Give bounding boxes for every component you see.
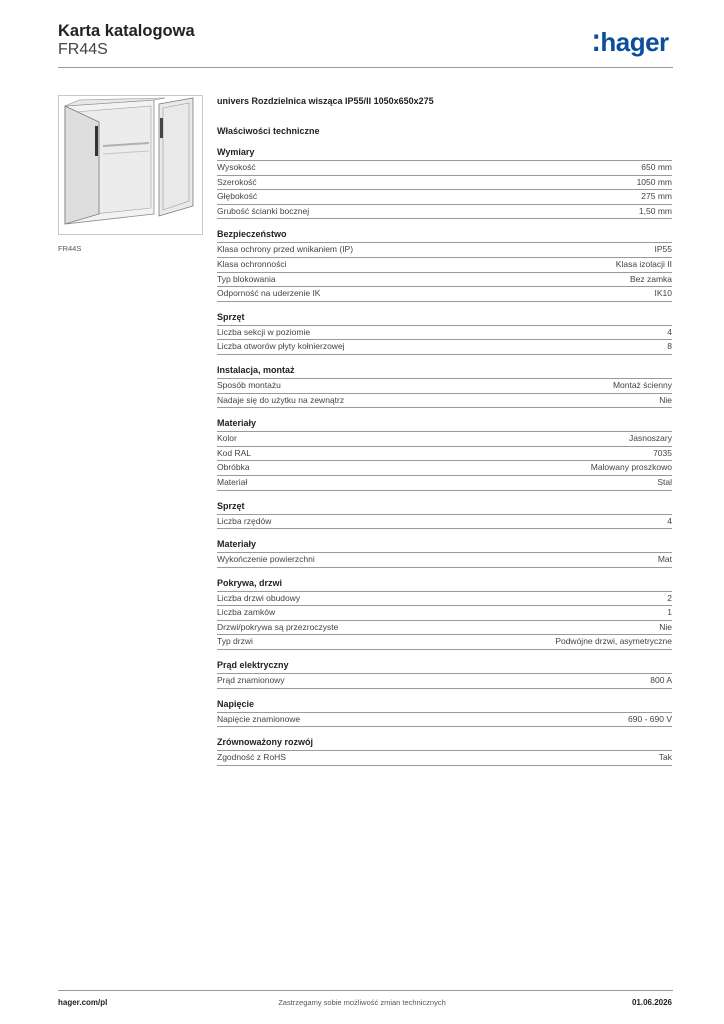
spec-section — [217, 501, 672, 530]
spec-label: Szerokość — [217, 176, 257, 187]
spec-section — [217, 578, 672, 650]
section-title: Instalacja, montaż — [217, 365, 672, 379]
spec-section — [217, 312, 672, 355]
section-title: Sprzęt — [217, 501, 672, 515]
spec-value: 4 — [667, 515, 672, 526]
spec-label: Liczba otworów płyty kołnierzowej — [217, 341, 345, 352]
spec-label: Kolor — [217, 433, 237, 444]
spec-label: Liczba zamków — [217, 607, 276, 618]
spec-label: Sposób montażu — [217, 379, 281, 390]
spec-label: Odporność na uderzenie IK — [217, 288, 321, 299]
footer-date: 01.06.2026 — [631, 998, 672, 1007]
spec-label: Prąd znamionowy — [217, 675, 285, 686]
spec-row — [217, 340, 672, 355]
logo-text: hager — [600, 27, 669, 57]
footer-website-link[interactable]: hager.com/pl — [58, 998, 108, 1007]
spec-row — [217, 674, 672, 689]
document-subtitle: FR44S — [58, 41, 108, 58]
spec-label: Liczba sekcji w poziomie — [217, 326, 311, 337]
spec-value: Tak — [658, 752, 672, 763]
spec-row — [217, 606, 672, 621]
spec-value: 690 - 690 V — [628, 713, 672, 724]
spec-value: Nie — [659, 621, 672, 632]
spec-value: 1,50 mm — [638, 205, 672, 216]
enclosure-illustration — [59, 96, 202, 234]
section-title: Sprzęt — [217, 312, 672, 326]
spec-section — [217, 737, 672, 766]
spec-row — [217, 205, 672, 220]
spec-row — [217, 243, 672, 258]
section-title: Materiały — [217, 418, 672, 432]
footer-disclaimer: Zastrzegamy sobie możliwość zmian technicznych — [278, 998, 446, 1007]
section-title: Wymiary — [217, 147, 672, 161]
footer-divider — [58, 990, 673, 991]
spec-value: 2 — [667, 592, 672, 603]
spec-row — [217, 326, 672, 341]
spec-section — [217, 418, 672, 490]
section-title: Bezpieczeństwo — [217, 229, 672, 243]
spec-value: Stal — [657, 476, 672, 487]
spec-value: 8 — [667, 341, 672, 352]
spec-value: 7035 — [653, 447, 672, 458]
spec-label: Materiał — [217, 476, 248, 487]
spec-label: Kod RAL — [217, 447, 252, 458]
spec-value: Jasnoszary — [629, 433, 672, 444]
spec-row — [217, 432, 672, 447]
section-title: Zrównoważony rozwój — [217, 737, 672, 751]
section-title: Pokrywa, drzwi — [217, 578, 672, 592]
spec-row — [217, 751, 672, 766]
spec-row — [217, 273, 672, 288]
spec-label: Grubość ścianki bocznej — [217, 205, 310, 216]
spec-row — [217, 713, 672, 728]
spec-section — [217, 699, 672, 728]
spec-section — [217, 660, 672, 689]
spec-row — [217, 379, 672, 394]
spec-row — [217, 476, 672, 491]
spec-label: Klasa ochrony przed wnikaniem (IP) — [217, 244, 354, 255]
spec-value: 650 mm — [641, 162, 672, 172]
document-title: Karta katalogowa — [58, 22, 195, 40]
spec-row — [217, 461, 672, 476]
spec-label: Głębokość — [217, 191, 258, 202]
spec-label: Wysokość — [217, 162, 256, 172]
product-image — [58, 95, 203, 235]
spec-section — [217, 147, 672, 219]
product-title: univers Rozdzielnica wisząca IP55/II 1050x650x275 — [217, 96, 434, 106]
spec-value: 1050 mm — [636, 176, 672, 187]
spec-value: Klasa izolacji II — [615, 258, 672, 269]
spec-value: Bez zamka — [629, 273, 672, 284]
spec-value: 275 mm — [641, 191, 672, 202]
spec-label: Klasa ochronności — [217, 258, 287, 269]
hager-logo[interactable] — [592, 28, 669, 58]
spec-value: Malowany proszkowo — [590, 462, 672, 473]
image-caption: FR44S — [58, 244, 82, 253]
spec-row — [217, 394, 672, 409]
spec-label: Liczba rzędów — [217, 515, 272, 526]
spec-label: Wykończenie powierzchni — [217, 554, 315, 565]
section-title: Napięcie — [217, 699, 672, 713]
spec-label: Napięcie znamionowe — [217, 713, 301, 724]
spec-row — [217, 592, 672, 607]
spec-sections — [217, 147, 672, 766]
spec-label: Zgodność z RoHS — [217, 752, 286, 763]
spec-row — [217, 190, 672, 205]
spec-row — [217, 621, 672, 636]
spec-label: Nadaje się do użytku na zewnątrz — [217, 394, 345, 405]
spec-value: Montaż ścienny — [612, 379, 672, 390]
spec-value: IK10 — [654, 288, 672, 299]
spec-label: Typ drzwi — [217, 636, 253, 647]
spec-row — [217, 447, 672, 462]
spec-row — [217, 553, 672, 568]
spec-value: 800 A — [650, 675, 672, 686]
logo-dots-icon: ⁚ — [592, 31, 601, 56]
spec-label: Obróbka — [217, 462, 250, 473]
spec-label: Typ blokowania — [217, 273, 276, 284]
spec-section — [217, 365, 672, 408]
spec-section — [217, 539, 672, 568]
section-title: Materiały — [217, 539, 672, 553]
spec-section — [217, 229, 672, 301]
spec-row — [217, 176, 672, 191]
spec-row — [217, 161, 672, 176]
spec-content — [217, 96, 672, 766]
spec-row — [217, 258, 672, 273]
spec-value: Podwójne drzwi, asymetryczne — [555, 636, 672, 647]
spec-value: 4 — [667, 326, 672, 337]
spec-label: Liczba drzwi obudowy — [217, 592, 301, 603]
header-divider — [58, 67, 673, 68]
spec-value: 1 — [667, 607, 672, 618]
section-title: Prąd elektryczny — [217, 660, 672, 674]
spec-label: Drzwi/pokrywa są przezroczyste — [217, 621, 339, 632]
spec-heading: Właściwości techniczne — [217, 126, 320, 136]
spec-row — [217, 635, 672, 650]
spec-value: Nie — [659, 394, 672, 405]
spec-row — [217, 515, 672, 530]
spec-value: Mat — [657, 554, 672, 565]
spec-row — [217, 287, 672, 302]
spec-value: IP55 — [654, 244, 672, 255]
